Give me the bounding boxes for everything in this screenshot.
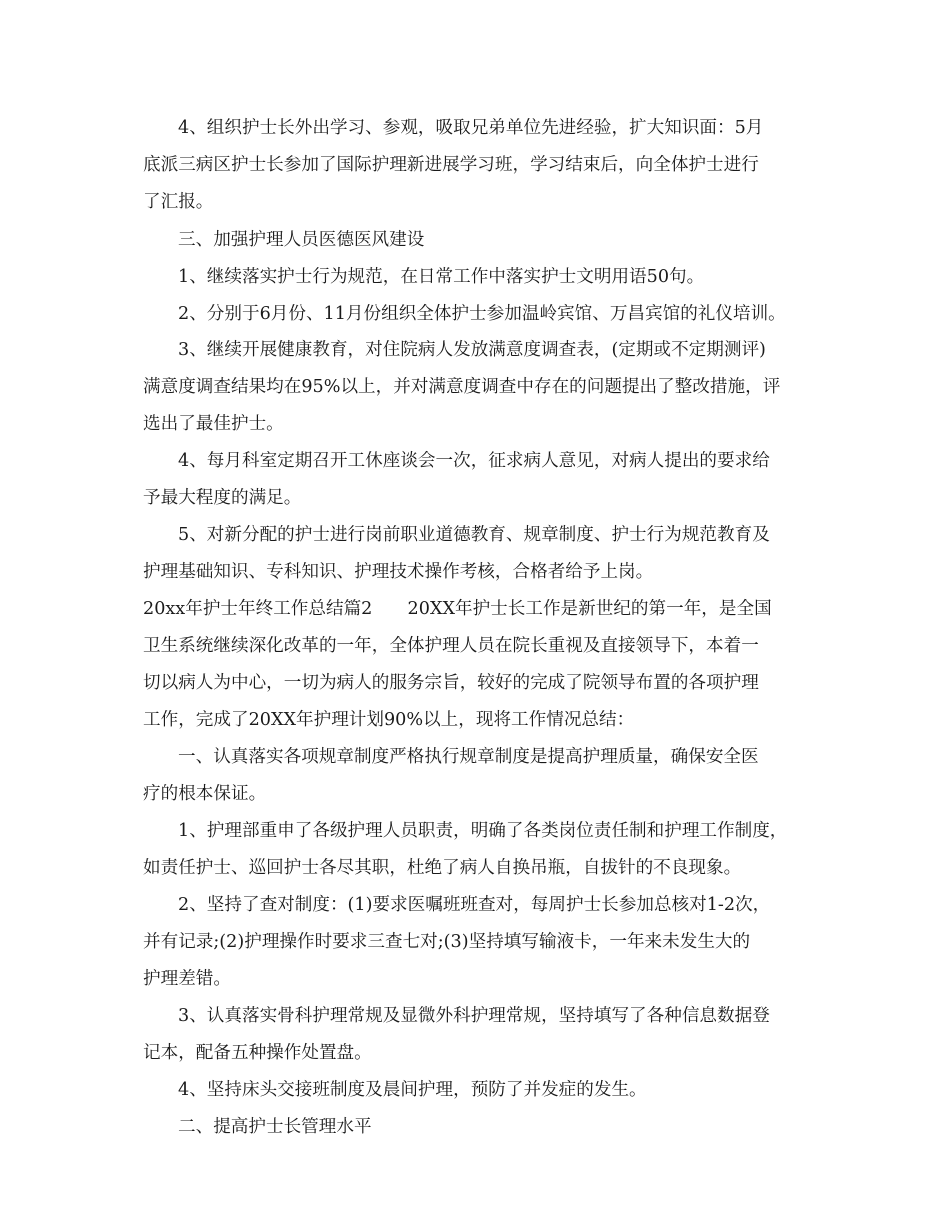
paragraph-line: 工作，完成了20XX年护理计划90%以上，现将工作情况总结： — [143, 710, 635, 730]
paragraph-line: 3、继续开展健康教育，对住院病人发放满意度调查表，(定期或不定期测评) — [178, 340, 766, 360]
paragraph-line: 底派三病区护士长参加了国际护理新进展学习班，学习结束后，向全体护士进行 — [143, 155, 759, 175]
paragraph-line: 并有记录;(2)护理操作时要求三查七对;(3)坚持填写输液卡，一年来未发生大的 — [143, 932, 751, 952]
paragraph-line: 护理差错。 — [143, 969, 231, 989]
paragraph-line: 满意度调查结果均在95%以上，并对满意度调查中存在的问题提出了整改措施，评 — [143, 377, 781, 397]
paragraph-line: 5、对新分配的护士进行岗前职业道德教育、规章制度、护士行为规范教育及 — [178, 525, 770, 545]
paragraph-line: 卫生系统继续深化改革的一年，全体护理人员在院长重视及直接领导下，本着一 — [143, 636, 759, 656]
paragraph-line: 了汇报。 — [143, 192, 214, 212]
paragraph-line: 选出了最佳护士。 — [143, 414, 284, 434]
paragraph-line: 1、护理部重申了各级护理人员职责，明确了各类岗位责任制和护理工作制度， — [178, 821, 788, 841]
paragraph-line: 切以病人为中心，一切为病人的服务宗旨，较好的完成了院领导布置的各项护理 — [143, 673, 759, 693]
paragraph-line: 予最大程度的满足。 — [143, 488, 302, 508]
paragraph-line: 3、认真落实骨科护理常规及显微外科护理常规，坚持填写了各种信息数据登 — [178, 1006, 770, 1026]
paragraph-line: 疗的根本保证。 — [143, 784, 267, 804]
paragraph-line: 2、分别于6月份、11月份组织全体护士参加温岭宾馆、万昌宾馆的礼仪培训。 — [178, 304, 786, 324]
section-heading: 三、加强护理人员医德医风建设 — [178, 230, 425, 250]
paragraph-line: 记本，配备五种操作处置盘。 — [143, 1043, 372, 1063]
paragraph-line: 1、继续落实护士行为规范，在日常工作中落实护士文明用语50句。 — [178, 267, 705, 287]
section-heading: 一、认真落实各项规章制度严格执行规章制度是提高护理质量，确保安全医 — [178, 747, 759, 767]
paragraph-line: 护理基础知识、专科知识、护理技术操作考核，合格者给予上岗。 — [143, 562, 654, 582]
paragraph-line: 4、坚持床头交接班制度及晨间护理，预防了并发症的发生。 — [178, 1080, 647, 1100]
paragraph-line: 4、组织护士长外出学习、参观，吸取兄弟单位先进经验，扩大知识面：5月 — [178, 118, 764, 138]
section-title-line: 20xx年护士年终工作总结篇2 20XX年护士长工作是新世纪的第一年，是全国 — [143, 599, 772, 619]
paragraph-line: 2、坚持了查对制度：(1)要求医嘱班班查对，每周护士长参加总核对1-2次， — [178, 895, 771, 915]
section-heading: 二、提高护士长管理水平 — [178, 1117, 372, 1137]
paragraph-line: 如责任护士、巡回护士各尽其职，杜绝了病人自换吊瓶，自拔针的不良现象。 — [143, 858, 742, 878]
paragraph-line: 4、每月科室定期召开工休座谈会一次，征求病人意见，对病人提出的要求给 — [178, 451, 770, 471]
